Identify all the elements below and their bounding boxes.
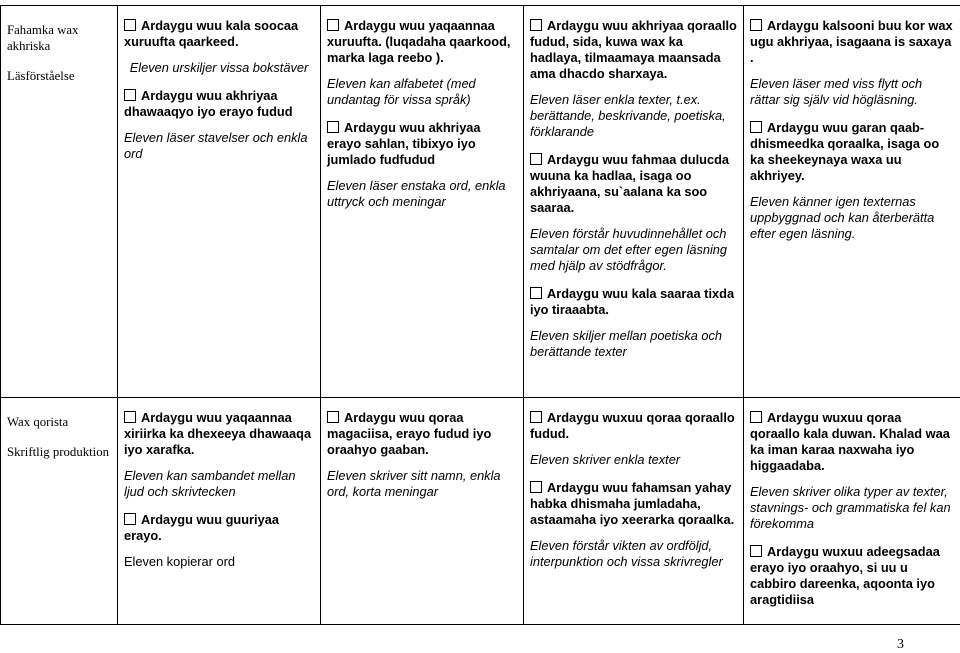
somali-criterion: Ardaygu wuu kala soocaa xuruufta qaarkeed. bbox=[124, 18, 298, 49]
swedish-criterion: Eleven förstår vikten av ordföljd, interpunktion och vissa skrivregler bbox=[530, 538, 737, 570]
swedish-criterion: Eleven läser enkla texter, t.ex. berättande, beskrivande, poetiska, förklarande bbox=[530, 92, 737, 140]
criteria-cell bbox=[321, 398, 524, 625]
checkbox-icon[interactable] bbox=[750, 19, 762, 31]
checkbox-item bbox=[530, 286, 737, 318]
checkbox-icon[interactable] bbox=[327, 121, 339, 133]
criteria-cell bbox=[744, 398, 960, 625]
row-label-somali: Wax qorista bbox=[7, 414, 111, 430]
checkbox-item bbox=[750, 18, 954, 66]
row-label-reading bbox=[1, 6, 118, 398]
table-row-writing bbox=[1, 398, 960, 625]
checkbox-item bbox=[327, 18, 517, 66]
checkbox-item bbox=[530, 18, 737, 82]
assessment-table bbox=[0, 5, 960, 625]
row-label-writing bbox=[1, 398, 118, 625]
checkbox-item bbox=[530, 410, 737, 442]
criteria-cell bbox=[118, 398, 321, 625]
checkbox-icon[interactable] bbox=[124, 89, 136, 101]
row-label-swedish: Läsförståelse bbox=[7, 68, 111, 84]
swedish-criterion: Eleven kan sambandet mellan ljud och skrivtecken bbox=[124, 468, 314, 500]
checkbox-item bbox=[750, 120, 954, 184]
checkbox-icon[interactable] bbox=[124, 19, 136, 31]
somali-criterion: Ardaygu wuu guuriyaa erayo. bbox=[124, 512, 279, 543]
swedish-criterion: Eleven urskiljer vissa bokstäver bbox=[124, 60, 314, 76]
checkbox-item bbox=[124, 18, 314, 50]
checkbox-item bbox=[530, 480, 737, 528]
checkbox-item bbox=[327, 120, 517, 168]
swedish-criterion: Eleven förstår huvudinnehållet och samtalar om det efter egen läsning med hjälp av stödfrågor. bbox=[530, 226, 737, 274]
checkbox-item bbox=[750, 410, 954, 474]
criteria-cell bbox=[744, 6, 960, 398]
checkbox-icon[interactable] bbox=[327, 411, 339, 423]
swedish-criterion: Eleven kan alfabetet (med undantag för vissa språk) bbox=[327, 76, 517, 108]
criteria-cell bbox=[321, 6, 524, 398]
checkbox-item bbox=[750, 544, 954, 608]
checkbox-item bbox=[530, 152, 737, 216]
swedish-criterion: Eleven läser enstaka ord, enkla uttryck och meningar bbox=[327, 178, 517, 210]
somali-criterion: Ardaygu wuu akhriyaa qoraallo fudud, sida, kuwa wax ka hadlaya, tilmaamaya maansada ama dhacdo sharxaya. bbox=[530, 18, 737, 81]
somali-criterion: Ardaygu wuu fahmaa dulucda wuuna ka hadlaa, isaga oo akhriyaana, su`aalana ka soo saaraa. bbox=[530, 152, 729, 215]
checkbox-icon[interactable] bbox=[327, 19, 339, 31]
checkbox-icon[interactable] bbox=[530, 481, 542, 493]
checkbox-icon[interactable] bbox=[530, 411, 542, 423]
swedish-criterion: Eleven skriver olika typer av texter, stavnings- och grammatiska fel kan förekomma bbox=[750, 484, 954, 532]
checkbox-icon[interactable] bbox=[530, 287, 542, 299]
somali-criterion: Ardaygu wuu garan qaab-dhismeedka qoraalka, isaga oo ka sheekeynaya waxa uu akhriyey. bbox=[750, 120, 939, 183]
checkbox-icon[interactable] bbox=[750, 545, 762, 557]
page-number: 3 bbox=[897, 637, 904, 653]
somali-criterion: Ardaygu wuu yaqaannaa xiriirka ka dhexeeya dhawaaqa iyo xarafka. bbox=[124, 410, 311, 457]
somali-criterion: Ardaygu wuxuu adeegsadaa erayo iyo oraahyo, si uu u cabbiro dareenka, aqoonta iyo aragtidiisa bbox=[750, 544, 940, 607]
checkbox-icon[interactable] bbox=[124, 513, 136, 525]
criteria-cell bbox=[524, 398, 744, 625]
checkbox-item bbox=[124, 410, 314, 458]
somali-criterion: Ardaygu wuu qoraa magaciisa, erayo fudud iyo oraahyo gaaban. bbox=[327, 410, 491, 457]
checkbox-icon[interactable] bbox=[750, 411, 762, 423]
somali-criterion: Ardaygu wuu yaqaannaa xuruufta. (luqadaha qaarkood, marka laga reebo ). bbox=[327, 18, 510, 65]
swedish-criterion: Eleven kopierar ord bbox=[124, 554, 314, 570]
somali-criterion: Ardaygu wuu akhriyaa dhawaaqyo iyo erayo fudud bbox=[124, 88, 293, 119]
swedish-criterion: Eleven läser stavelser och enkla ord bbox=[124, 130, 314, 162]
criteria-cell bbox=[524, 6, 744, 398]
swedish-criterion: Eleven läser med viss flytt och rättar sig själv vid högläsning. bbox=[750, 76, 954, 108]
swedish-criterion: Eleven skiljer mellan poetiska och berättande texter bbox=[530, 328, 737, 360]
checkbox-item bbox=[327, 410, 517, 458]
checkbox-icon[interactable] bbox=[530, 153, 542, 165]
checkbox-item bbox=[124, 88, 314, 120]
row-label-swedish: Skriftlig produktion bbox=[7, 444, 111, 460]
somali-criterion: Ardaygu wuu akhriyaa erayo sahlan, tibixyo iyo jumlado fudfudud bbox=[327, 120, 481, 167]
criteria-cell bbox=[118, 6, 321, 398]
swedish-criterion: Eleven skriver enkla texter bbox=[530, 452, 737, 468]
row-label-somali: Fahamka wax akhriska bbox=[7, 22, 111, 54]
checkbox-icon[interactable] bbox=[750, 121, 762, 133]
somali-criterion: Ardaygu wuxuu qoraa qoraallo kala duwan. Khalad waa ka iman karaa naxwaha iyo higgaadaba. bbox=[750, 410, 950, 473]
checkbox-item bbox=[124, 512, 314, 544]
checkbox-icon[interactable] bbox=[124, 411, 136, 423]
somali-criterion: Ardaygu wuu fahamsan yahay habka dhismaha jumladaha, astaamaha iyo xeerarka qoraalka. bbox=[530, 480, 734, 527]
checkbox-icon[interactable] bbox=[530, 19, 542, 31]
somali-criterion: Ardaygu wuxuu qoraa qoraallo fudud. bbox=[530, 410, 735, 441]
table-row-reading bbox=[1, 6, 960, 398]
swedish-criterion: Eleven skriver sitt namn, enkla ord, korta meningar bbox=[327, 468, 517, 500]
swedish-criterion: Eleven känner igen texternas uppbyggnad och kan återberätta efter egen läsning. bbox=[750, 194, 954, 242]
somali-criterion: Ardaygu kalsooni buu kor wax ugu akhriyaa, isagaana is saxaya . bbox=[750, 18, 953, 65]
somali-criterion: Ardaygu wuu kala saaraa tixda iyo tiraaabta. bbox=[530, 286, 734, 317]
